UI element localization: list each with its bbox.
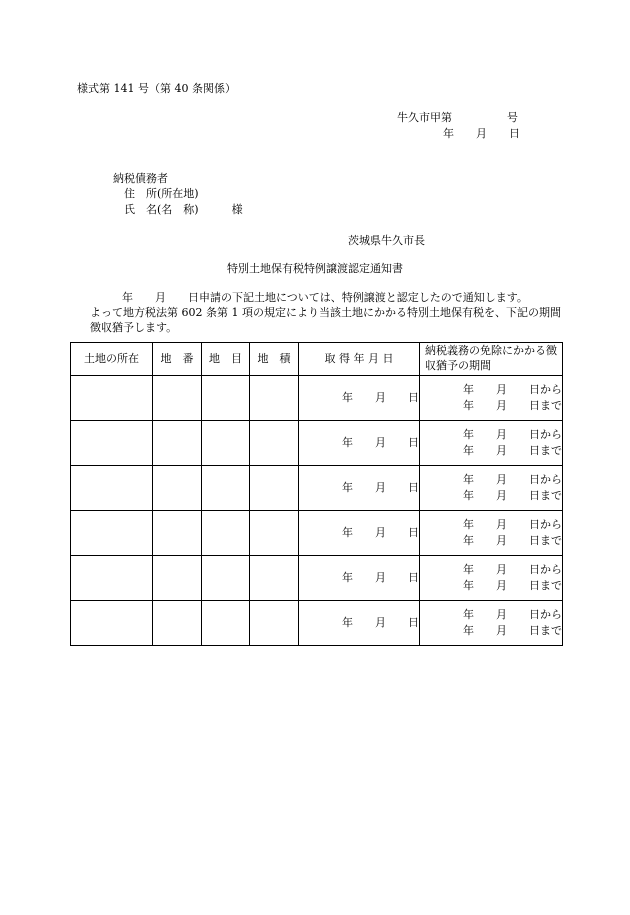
period-from: 年 月 日から [463,608,562,622]
table-row [71,601,563,646]
cell-location[interactable] [71,421,153,466]
table-row [71,376,563,421]
cell-acquisition-date[interactable]: 年 月 日 [299,511,420,556]
table-row [71,556,563,601]
recipient-name-label: 氏 名(名 称) 様 [124,203,243,216]
period-to: 年 月 日まで [463,624,562,637]
land-table [70,342,563,646]
cell-area[interactable] [250,511,299,556]
period-to: 年 月 日まで [463,399,562,412]
document-date: 年 月 日 [443,127,520,140]
header-exemption-period: 納税義務の免除にかかる徴収猶予の期間 [420,343,563,376]
cell-acquisition-date[interactable]: 年 月 日 [299,556,420,601]
header-area: 地 積 [250,343,299,376]
header-lot-number: 地 番 [153,343,202,376]
cell-exemption-period[interactable] [420,556,563,601]
recipient-title: 納税債務者 [113,172,168,185]
cell-land-category[interactable] [202,511,250,556]
cell-lot-number[interactable] [153,421,202,466]
document-reference-number: 牛久市甲第 号 [397,111,518,124]
recipient-address-label: 住 所(所在地) [124,187,199,200]
cell-acquisition-date[interactable]: 年 月 日 [299,376,420,421]
body-line-1: 年 月 日申請の下記土地については、特例譲渡と認定したので通知します。 [122,291,528,304]
cell-area[interactable] [250,376,299,421]
header-land-category: 地 目 [202,343,250,376]
cell-exemption-period[interactable] [420,421,563,466]
cell-acquisition-date[interactable]: 年 月 日 [299,466,420,511]
period-from: 年 月 日から [463,383,562,397]
period-to: 年 月 日まで [463,579,562,592]
table-header-row [71,343,563,376]
cell-area[interactable] [250,421,299,466]
cell-exemption-period[interactable] [420,511,563,556]
cell-location[interactable] [71,556,153,601]
cell-exemption-period[interactable] [420,466,563,511]
document-title: 特別土地保有税特例譲渡認定通知書 [227,262,403,275]
header-acquisition-date: 取 得 年 月 日 [299,343,420,376]
cell-location[interactable] [71,376,153,421]
cell-area[interactable] [250,601,299,646]
cell-lot-number[interactable] [153,556,202,601]
period-from: 年 月 日から [463,518,562,532]
cell-location[interactable] [71,511,153,556]
body-paragraph [90,291,570,336]
cell-location[interactable] [71,601,153,646]
period-to: 年 月 日まで [463,444,562,457]
form-number: 様式第 141 号（第 40 条関係） [77,82,236,95]
period-from: 年 月 日から [463,473,562,487]
cell-land-category[interactable] [202,601,250,646]
cell-acquisition-date[interactable]: 年 月 日 [299,601,420,646]
table-row [71,511,563,556]
cell-lot-number[interactable] [153,376,202,421]
cell-land-category[interactable] [202,376,250,421]
cell-area[interactable] [250,466,299,511]
cell-acquisition-date[interactable]: 年 月 日 [299,421,420,466]
cell-land-category[interactable] [202,466,250,511]
cell-land-category[interactable] [202,556,250,601]
header-location: 土地の所在 [71,343,153,376]
period-from: 年 月 日から [463,428,562,442]
cell-area[interactable] [250,556,299,601]
issuer: 茨城県牛久市長 [348,234,425,247]
cell-exemption-period[interactable] [420,601,563,646]
cell-location[interactable] [71,466,153,511]
cell-lot-number[interactable] [153,601,202,646]
cell-land-category[interactable] [202,421,250,466]
cell-lot-number[interactable] [153,511,202,556]
table-row [71,421,563,466]
period-to: 年 月 日まで [463,489,562,502]
period-from: 年 月 日から [463,563,562,577]
period-to: 年 月 日まで [463,534,562,547]
table-row [71,466,563,511]
cell-lot-number[interactable] [153,466,202,511]
body-line-2: よって地方税法第 602 条第 1 項の規定により当該土地にかかる特別土地保有税を、下記の期間徴収猶予します。 [90,305,561,334]
cell-exemption-period[interactable] [420,376,563,421]
